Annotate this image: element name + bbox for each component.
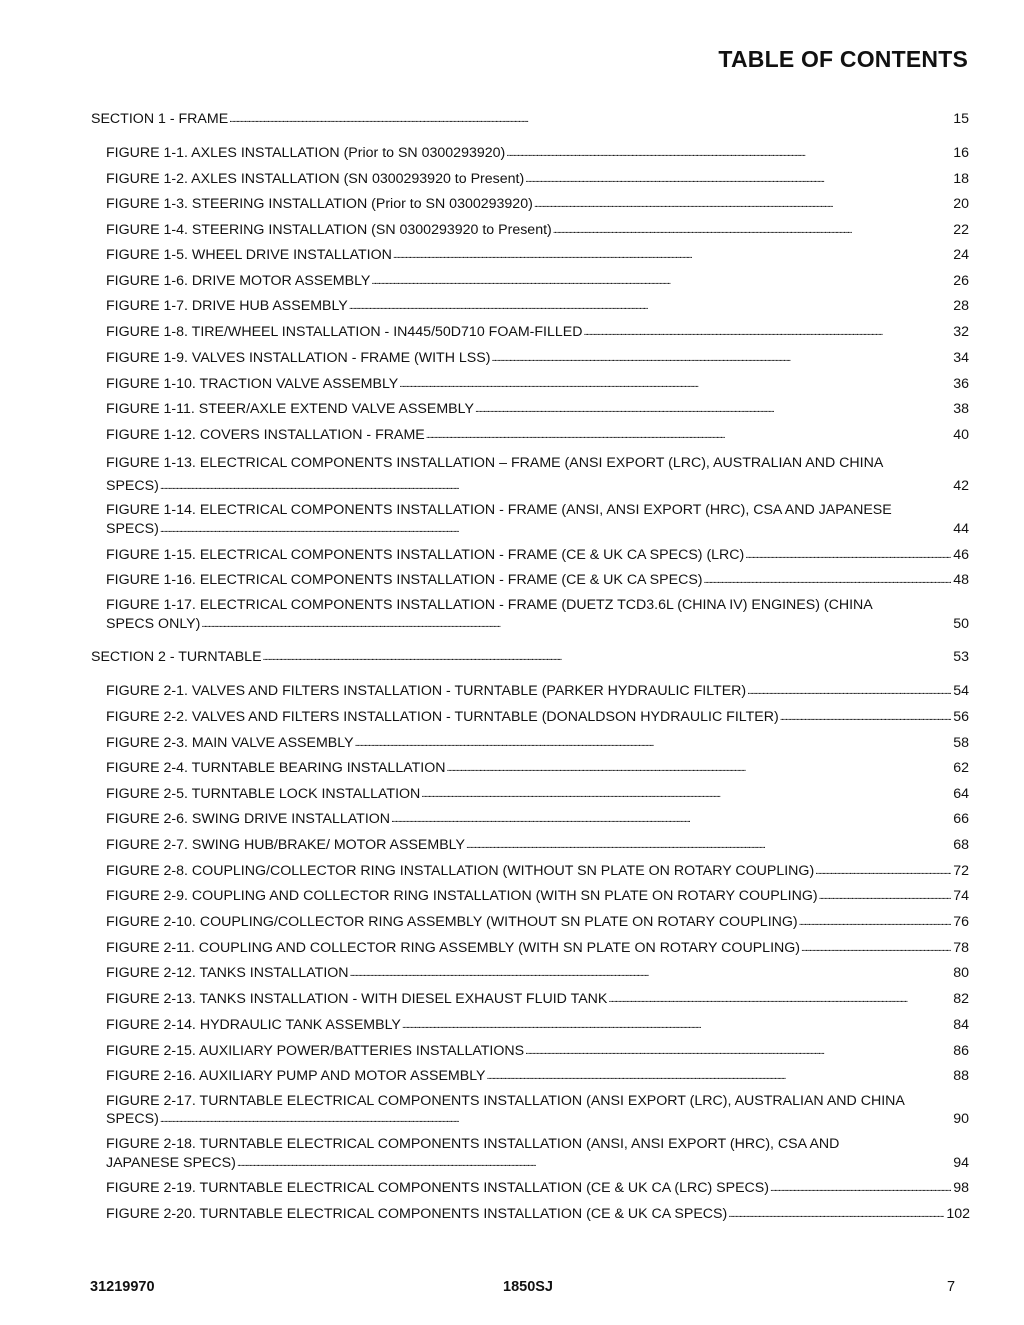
dot-leader [350, 964, 952, 982]
toc-page-number: 90 [953, 1111, 969, 1127]
toc-figure-entry[interactable] [106, 170, 969, 188]
dot-leader [799, 913, 952, 931]
toc-figure-entry[interactable] [106, 759, 969, 777]
toc-figure-entry[interactable] [106, 272, 969, 290]
toc-page-number: 56 [953, 709, 969, 725]
toc-page-number: 78 [953, 940, 969, 956]
toc-entry-label: FIGURE 2-20. TURNTABLE ELECTRICAL COMPONENTS INSTALLATION (CE & UK CA SPECS) [106, 1206, 728, 1222]
toc-page-number: 94 [953, 1155, 969, 1171]
toc-figure-entry[interactable] [106, 1110, 969, 1128]
toc-page-number: 98 [953, 1180, 969, 1196]
toc-figure-entry[interactable] [106, 246, 969, 264]
toc-figure-entry[interactable] [106, 939, 969, 957]
dot-leader [819, 887, 952, 905]
toc-entry-label: FIGURE 2-12. TANKS INSTALLATION [106, 965, 349, 981]
toc-entry-label: FIGURE 2-3. MAIN VALVE ASSEMBLY [106, 735, 354, 751]
toc-entry-label: FIGURE 1-11. STEER/AXLE EXTEND VALVE ASSEMBLY [106, 401, 474, 417]
dot-leader [583, 323, 951, 341]
toc-page-number: 16 [953, 145, 969, 161]
toc-figure-entry[interactable] [106, 1154, 969, 1172]
toc-entry-label: FIGURE 2-4. TURNTABLE BEARING INSTALLATION [106, 760, 446, 776]
toc-page-number: 53 [953, 649, 969, 665]
toc-figure-entry[interactable] [106, 297, 969, 315]
toc-entry-label: FIGURE 1-12. COVERS INSTALLATION - FRAME [106, 427, 425, 443]
dot-leader [747, 682, 951, 700]
toc-entry-label: FIGURE 2-2. VALVES AND FILTERS INSTALLATION - TURNTABLE (DONALDSON HYDRAULIC FILTER) [106, 709, 779, 725]
dot-leader [237, 1154, 951, 1172]
toc-entry-label: FIGURE 1-16. ELECTRICAL COMPONENTS INSTALLATION - FRAME (CE & UK CA SPECS) [106, 572, 703, 588]
dot-leader [553, 221, 951, 239]
toc-figure-entry[interactable] [106, 546, 969, 564]
toc-entry-label: FIGURE 2-11. COUPLING AND COLLECTOR RING ASSEMBLY (WITH SN PLATE ON ROTARY COUPLING) [106, 940, 801, 956]
toc-figure-entry[interactable] [106, 571, 969, 589]
toc-page-number: 50 [953, 616, 969, 632]
dot-leader [391, 810, 951, 828]
toc-entry-line1: FIGURE 2-17. TURNTABLE ELECTRICAL COMPONENTS INSTALLATION (ANSI EXPORT (LRC), AUSTRALIAN AND CHINA [106, 1093, 905, 1109]
toc-page-number: 26 [953, 273, 969, 289]
dot-leader [355, 734, 952, 752]
toc-figure-entry[interactable] [106, 887, 969, 905]
footer-doc-number: 31219970 [90, 1279, 155, 1295]
dot-leader [160, 1110, 951, 1128]
toc-page-number: 48 [953, 572, 969, 588]
toc-entry-label: FIGURE 1-4. STEERING INSTALLATION (SN 0300293920 to Present) [106, 222, 552, 238]
toc-page-number: 44 [953, 521, 969, 537]
toc-figure-entry[interactable] [106, 862, 969, 880]
dot-leader [160, 477, 951, 495]
toc-section-entry[interactable] [91, 648, 969, 666]
toc-page-number: 76 [953, 914, 969, 930]
toc-figure-entry[interactable] [106, 1067, 969, 1085]
dot-leader [475, 400, 951, 418]
toc-page-number: 82 [953, 991, 969, 1007]
dot-leader [608, 990, 951, 1008]
toc-figure-entry[interactable] [106, 1205, 970, 1223]
dot-leader [487, 1067, 952, 1085]
dot-leader [745, 546, 951, 564]
toc-page-number: 74 [953, 888, 969, 904]
toc-figure-entry[interactable] [106, 964, 969, 982]
dot-leader [728, 1205, 944, 1223]
toc-section-entry[interactable] [91, 110, 969, 128]
toc-entry-label: SECTION 2 - TURNTABLE [91, 649, 262, 665]
toc-page-number: 28 [953, 298, 969, 314]
toc-entry-label: SPECS) [106, 1111, 159, 1127]
dot-leader [393, 246, 951, 264]
toc-entry-label: FIGURE 2-6. SWING DRIVE INSTALLATION [106, 811, 391, 827]
toc-entry-label: FIGURE 2-15. AUXILIARY POWER/BATTERIES INSTALLATIONS [106, 1043, 525, 1059]
toc-entry-label: FIGURE 1-15. ELECTRICAL COMPONENTS INSTALLATION - FRAME (CE & UK CA SPECS) (LRC) [106, 547, 745, 563]
toc-entry-label: FIGURE 1-6. DRIVE MOTOR ASSEMBLY [106, 273, 371, 289]
toc-entry-label: SECTION 1 - FRAME [91, 111, 229, 127]
toc-figure-entry[interactable] [106, 349, 969, 367]
toc-page-number: 66 [953, 811, 969, 827]
dot-leader [229, 110, 951, 128]
toc-figure-entry[interactable] [106, 785, 969, 803]
dot-leader [421, 785, 951, 803]
toc-page-number: 42 [953, 478, 969, 494]
toc-page-number: 20 [953, 196, 969, 212]
footer-model: 1850SJ [503, 1279, 553, 1295]
toc-page-number: 18 [953, 171, 969, 187]
dot-leader [349, 297, 951, 315]
dot-leader [525, 1042, 951, 1060]
dot-leader [426, 426, 951, 444]
toc-figure-entry[interactable] [106, 144, 969, 162]
toc-page-number: 46 [953, 547, 969, 563]
toc-entry-label: FIGURE 1-10. TRACTION VALVE ASSEMBLY [106, 376, 399, 392]
dot-leader [201, 615, 951, 633]
toc-figure-entry[interactable] [106, 1179, 969, 1197]
toc-entry-label: FIGURE 2-1. VALVES AND FILTERS INSTALLATION - TURNTABLE (PARKER HYDRAULIC FILTER) [106, 683, 747, 699]
toc-figure-entry[interactable] [106, 426, 969, 444]
toc-entry-label: SPECS) [106, 521, 159, 537]
toc-page-number: 84 [953, 1017, 969, 1033]
toc-entry-label: FIGURE 2-5. TURNTABLE LOCK INSTALLATION [106, 786, 421, 802]
toc-entry-label: FIGURE 2-9. COUPLING AND COLLECTOR RING INSTALLATION (WITH SN PLATE ON ROTARY COUPLING) [106, 888, 818, 904]
toc-entry-line1: FIGURE 1-14. ELECTRICAL COMPONENTS INSTALLATION - FRAME (ANSI, ANSI EXPORT (HRC), CSA AND JAPANESE [106, 502, 892, 518]
dot-leader [525, 170, 951, 188]
toc-entry-label: FIGURE 2-8. COUPLING/COLLECTOR RING INSTALLATION (WITHOUT SN PLATE ON ROTARY COUPLING) [106, 863, 815, 879]
toc-figure-entry[interactable] [106, 734, 969, 752]
toc-page-number: 24 [953, 247, 969, 263]
toc-page-number: 102 [946, 1206, 970, 1222]
toc-page-number: 15 [953, 111, 969, 127]
toc-page-number: 22 [953, 222, 969, 238]
dot-leader [263, 648, 952, 666]
toc-entry-label: FIGURE 1-3. STEERING INSTALLATION (Prior to SN 0300293920) [106, 196, 533, 212]
footer-page-number: 7 [947, 1279, 956, 1295]
toc-page-number: 88 [953, 1068, 969, 1084]
toc-figure-entry[interactable] [106, 990, 969, 1008]
dot-leader [770, 1179, 951, 1197]
toc-entry-line1: FIGURE 2-18. TURNTABLE ELECTRICAL COMPONENTS INSTALLATION (ANSI, ANSI EXPORT (HRC), CSA AND [106, 1136, 840, 1152]
toc-entry-label: FIGURE 1-7. DRIVE HUB ASSEMBLY [106, 298, 348, 314]
toc-entry-label: FIGURE 1-5. WHEEL DRIVE INSTALLATION [106, 247, 392, 263]
toc-figure-entry[interactable] [106, 323, 969, 341]
toc-entry-label: FIGURE 1-2. AXLES INSTALLATION (SN 0300293920 to Present) [106, 171, 525, 187]
toc-figure-entry[interactable] [106, 400, 969, 418]
toc-figure-entry[interactable] [106, 375, 969, 393]
toc-figure-entry[interactable] [106, 836, 969, 854]
toc-entry-label: FIGURE 2-16. AUXILIARY PUMP AND MOTOR ASSEMBLY [106, 1068, 486, 1084]
dot-leader [506, 144, 951, 162]
toc-figure-entry[interactable] [106, 195, 969, 213]
toc-page-number: 64 [953, 786, 969, 802]
toc-entry-line1: FIGURE 1-17. ELECTRICAL COMPONENTS INSTALLATION - FRAME (DUETZ TCD3.6L (CHINA IV) ENGINES) (CHINA [106, 597, 873, 613]
toc-page-number: 80 [953, 965, 969, 981]
toc-figure-entry[interactable] [106, 810, 969, 828]
toc-figure-entry[interactable] [106, 682, 969, 700]
dot-leader [466, 836, 951, 854]
toc-entry-label: FIGURE 2-14. HYDRAULIC TANK ASSEMBLY [106, 1017, 401, 1033]
toc-entry-label: SPECS) [106, 478, 159, 494]
dot-leader [160, 520, 951, 538]
toc-page-number: 62 [953, 760, 969, 776]
page-title: TABLE OF CONTENTS [718, 46, 968, 72]
toc-figure-entry[interactable] [106, 477, 969, 495]
toc-entry-label: FIGURE 2-7. SWING HUB/BRAKE/ MOTOR ASSEMBLY [106, 837, 465, 853]
toc-page-number: 58 [953, 735, 969, 751]
dot-leader [534, 195, 951, 213]
toc-entry-label: FIGURE 2-13. TANKS INSTALLATION - WITH DIESEL EXHAUST FLUID TANK [106, 991, 608, 1007]
toc-page-number: 54 [953, 683, 969, 699]
toc-figure-entry[interactable] [106, 615, 969, 633]
dot-leader [491, 349, 951, 367]
dot-leader [704, 571, 952, 589]
toc-page-number: 68 [953, 837, 969, 853]
dot-leader [399, 375, 951, 393]
dot-leader [780, 708, 952, 726]
toc-page-number: 34 [953, 350, 969, 366]
dot-leader [447, 759, 952, 777]
toc-figure-entry[interactable] [106, 520, 969, 538]
dot-leader [815, 862, 951, 880]
toc-page-number: 32 [953, 324, 969, 340]
toc-figure-entry[interactable] [106, 1016, 969, 1034]
dot-leader [801, 939, 951, 957]
toc-entry-label: JAPANESE SPECS) [106, 1155, 236, 1171]
toc-entry-label: SPECS ONLY) [106, 616, 201, 632]
toc-page-number: 40 [953, 427, 969, 443]
toc-page-number: 38 [953, 401, 969, 417]
toc-entry-label: FIGURE 2-19. TURNTABLE ELECTRICAL COMPONENTS INSTALLATION (CE & UK CA (LRC) SPECS) [106, 1180, 769, 1196]
toc-entry-label: FIGURE 1-1. AXLES INSTALLATION (Prior to SN 0300293920) [106, 145, 506, 161]
toc-entry-label: FIGURE 1-8. TIRE/WHEEL INSTALLATION - IN445/50D710 FOAM-FILLED [106, 324, 583, 340]
dot-leader [402, 1016, 951, 1034]
toc-figure-entry[interactable] [106, 913, 969, 931]
toc-figure-entry[interactable] [106, 1042, 969, 1060]
toc-page-number: 36 [953, 376, 969, 392]
toc-entry-label: FIGURE 2-10. COUPLING/COLLECTOR RING ASSEMBLY (WITHOUT SN PLATE ON ROTARY COUPLING) [106, 914, 798, 930]
toc-page-number: 72 [953, 863, 969, 879]
dot-leader [371, 272, 951, 290]
toc-figure-entry[interactable] [106, 708, 969, 726]
toc-page-number: 86 [953, 1043, 969, 1059]
toc-entry-line1: FIGURE 1-13. ELECTRICAL COMPONENTS INSTALLATION – FRAME (ANSI EXPORT (LRC), AUSTRALIAN AND CHINA [106, 455, 884, 471]
toc-entry-label: FIGURE 1-9. VALVES INSTALLATION - FRAME (WITH LSS) [106, 350, 491, 366]
toc-figure-entry[interactable] [106, 221, 969, 239]
